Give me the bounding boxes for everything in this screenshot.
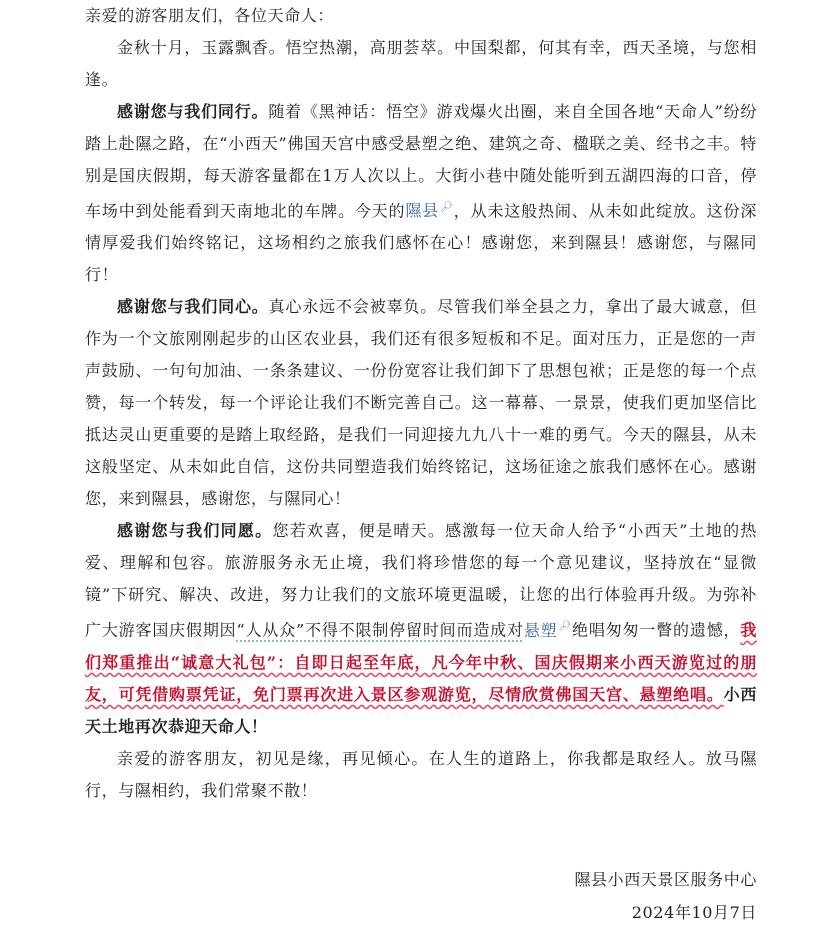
paragraph-text: 真心永远不会被辜负。尽管我们举全县之力，拿出了最大诚意，但作为一个文旅刚刚起步的山区农业县，我们还有很多短板和不足。面对压力，正是您的一声声鼓励、一句句加油、一条条建议、一份份宽容让我们卸下了思想包袱；正是您的每一个点赞，每一个转发，每一个评论让我们不断完善自己。这一幕幕、一景景，使我们更加坚信比抵达灵山更重要的是踏上取经路，是我们一同迎接九九八十一难的勇气。今天的隰县，从未这般坚定、从未如此自信，这份共同塑造我们始终铭记，这场征途之旅我们感怀在心。感谢您，来到隰县，感谢您，与隰同心！ <box>85 297 757 509</box>
welcome-back-text: 小西天土地再次恭迎天命人！ <box>85 684 757 736</box>
dotted-underline-text: “人从众”不得不限制停留时间而造成对 <box>236 620 524 640</box>
paragraph-text: ，从未这般热闹、从未如此绽放。这份深情厚爱我们始终铭记，这场相约之旅我们感怀在心！感谢您，来到隰县！感谢您，与隰同行！ <box>85 201 758 285</box>
paragraph-lead: 感谢您与我们同愿。 <box>117 521 273 541</box>
paragraph-lead: 感谢您与我们同心。 <box>117 297 269 317</box>
magnifier-icon: 🔎︎ <box>558 621 573 633</box>
closing-paragraph: 亲爱的游客朋友，初见是缘，再见倾心。在人生的道路上，你我都是取经人。放马隰行，与隰相约，我们常聚不散！ <box>85 748 757 800</box>
paragraph-text: 您若欢喜，便是晴天。感激每一位天命人给予“小西天”土地的热爱、理解和包容。旅游服务永无止境，我们将珍惜您的每一个意见建议，坚持放在“显微镜”下研究、解决、改进，努力让我们的文旅环境更温暖，让您的出行体验再升级。为弥补广大游客国庆假期因 <box>85 521 758 640</box>
paragraph-one-wish <box>85 515 757 742</box>
paragraph-text: 随着《黑神话：悟空》游戏爆火出圈，来自全国各地“天命人”纷纷踏上赴隰之路，在“小西天”佛国天宫中感受悬塑之绝、建筑之奇、楹联之美、经书之丰。特别是国庆假期，每天游客量都在1万人次以上。大街小巷中随处能听到五湖四海的口音，停车场中到处能看到天南地北的车牌。今天的 <box>85 102 757 221</box>
search-link-xixian[interactable]: 隰县🔎︎ <box>405 201 454 221</box>
signature-date: 2024年10月7日 <box>631 903 757 922</box>
letter-body <box>85 0 757 807</box>
signature-organization: 隰县小西天景区服务中心 <box>574 870 757 889</box>
magnifier-icon: 🔎︎ <box>440 202 454 213</box>
offer-highlight: 我们郑重推出“诚意大礼包”：自即日起至年底，凡今年中秋、国庆假期来小西天游览过的朋友，可凭借购票凭证，免门票再次进入景区参观游览，尽情欣赏佛国天宫、悬塑绝唱。 <box>85 620 757 704</box>
greeting: 亲爱的游客朋友们，各位天命人： <box>85 6 335 25</box>
paragraph-together <box>85 96 757 291</box>
paragraph-text: 绝唱匆匆一瞥的遗憾， <box>572 620 741 640</box>
paragraph-lead: 感谢您与我们同行。 <box>117 102 269 121</box>
paragraph-one-heart <box>85 291 757 515</box>
search-link-xuansu[interactable]: 悬塑🔎︎ <box>523 620 573 640</box>
intro-paragraph: 金秋十月，玉露飘香。悟空热潮，高朋荟萃。中国梨都，何其有幸，西天圣境，与您相逢。 <box>85 38 757 89</box>
